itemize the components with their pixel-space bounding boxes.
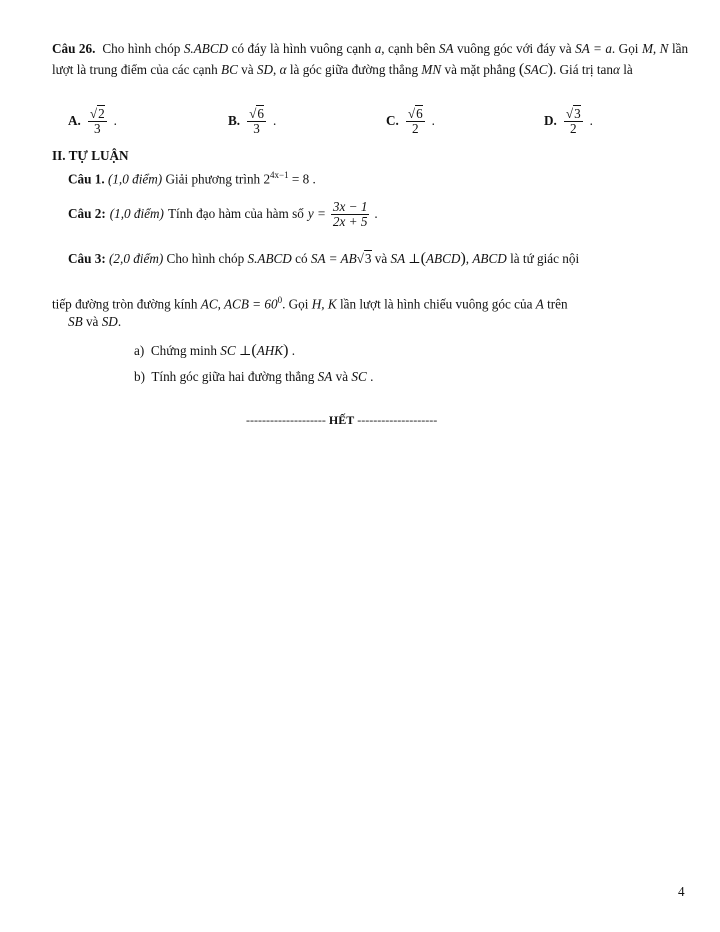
- text: lần lượt là trung điểm của các cạnh: [52, 41, 689, 77]
- text: và: [444, 62, 457, 77]
- question-3-line-2: [52, 287, 688, 317]
- points: (1,0 điểm): [109, 206, 164, 222]
- text: . Gọi: [282, 296, 309, 312]
- option-b: [228, 107, 276, 136]
- sqrt: √2: [89, 106, 105, 121]
- text: có: [295, 251, 308, 266]
- question-3-part-a: [134, 342, 295, 360]
- period: .: [113, 113, 117, 129]
- text: là góc giữa đường thẳng: [289, 62, 419, 77]
- numerator: [247, 107, 266, 122]
- text: , cạnh bên: [381, 41, 436, 56]
- question-label: Câu 3:: [68, 251, 106, 266]
- period: .: [272, 113, 277, 129]
- text: Tính đạo hàm của hàm số: [167, 206, 304, 222]
- page-number: 4: [678, 884, 685, 899]
- numerator: [564, 107, 583, 122]
- denominator: 2: [411, 120, 419, 136]
- text: lần lượt là hình chiếu vuông góc của: [339, 296, 533, 312]
- math: ABCD: [472, 251, 507, 266]
- math: a: [374, 41, 382, 56]
- degree: 0: [277, 295, 283, 305]
- math: SA = AB: [310, 251, 357, 266]
- text: và: [335, 369, 349, 384]
- paren: (: [251, 342, 257, 359]
- question-3-part-b: [134, 369, 373, 385]
- denominator: 3: [93, 120, 101, 136]
- math: M, N: [641, 41, 669, 56]
- math: SA = a: [575, 41, 612, 56]
- math: 2: [263, 171, 271, 187]
- question-label: Câu 1.: [68, 171, 105, 187]
- part-label: a): [134, 343, 145, 358]
- option-letter: D.: [544, 113, 557, 129]
- text: và: [374, 251, 388, 266]
- math: SA: [317, 369, 333, 384]
- text: tiếp đường tròn đường kính: [52, 296, 198, 312]
- question-3: [68, 246, 686, 272]
- question-1: [68, 170, 316, 187]
- math: = 8 .: [291, 171, 316, 187]
- math: AC, ACB = 60: [200, 296, 278, 312]
- math: α: [613, 62, 620, 77]
- text: . Giá trị: [552, 62, 594, 77]
- text: .: [370, 369, 374, 384]
- sqrt: √3: [565, 106, 581, 121]
- sqrt: √6: [407, 106, 423, 121]
- math: SD: [256, 62, 274, 77]
- text: vuông góc với đáy và: [457, 41, 572, 56]
- math: BC: [221, 62, 238, 77]
- denominator: 3: [253, 120, 260, 136]
- math: SD: [101, 314, 118, 329]
- text: và: [241, 62, 254, 77]
- period: .: [589, 113, 593, 129]
- paren: ): [547, 61, 553, 78]
- option-d: [544, 107, 593, 136]
- paren: ): [460, 250, 466, 267]
- paren: (: [518, 61, 525, 78]
- math: SA ⊥: [390, 251, 421, 266]
- text: Chứng minh: [150, 343, 217, 358]
- text: Tính góc giữa hai đường thẳng: [151, 369, 315, 384]
- text: ,: [273, 62, 277, 77]
- text: là tứ giác nội: [510, 251, 580, 266]
- section-heading: II. TỰ LUẬN: [52, 148, 129, 163]
- sqrt: √6: [249, 106, 264, 121]
- fraction: [331, 200, 370, 229]
- dash-line: --------------------: [357, 413, 438, 427]
- end-word: HẾT: [328, 413, 355, 427]
- text: Giải phương trình: [165, 171, 261, 187]
- numerator: [406, 107, 425, 122]
- math: H, K: [311, 296, 337, 312]
- question-26: [52, 38, 688, 80]
- math: MN: [421, 62, 442, 77]
- exponent: 4x−1: [270, 170, 289, 180]
- period: .: [431, 113, 435, 129]
- math: SC: [351, 369, 367, 384]
- radicand: 6: [257, 106, 264, 121]
- question-2: [68, 200, 378, 229]
- text: Cho hình chóp: [102, 41, 181, 56]
- question-3-line-3: [68, 314, 121, 330]
- math: S.ABCD: [247, 251, 292, 266]
- text: mặt phẳng: [460, 62, 516, 77]
- option-a: [68, 107, 117, 136]
- text: Cho hình chóp: [166, 251, 245, 266]
- fraction: [247, 107, 266, 136]
- denominator: 2x + 5: [332, 213, 368, 229]
- points: (1,0 điểm): [107, 171, 163, 187]
- option-letter: B.: [228, 113, 241, 129]
- math: AHK: [256, 343, 284, 358]
- text: trên: [547, 296, 568, 312]
- option-c: [386, 107, 435, 136]
- fraction: [406, 107, 425, 136]
- question-label: Câu 2:: [68, 206, 106, 222]
- text: . Gọi: [611, 41, 639, 56]
- radicand: 2: [98, 106, 105, 121]
- points: (2,0 điểm): [109, 251, 164, 266]
- question-26-label: Câu 26.: [52, 41, 96, 56]
- math: SC ⊥: [220, 343, 252, 358]
- math: SB: [68, 314, 83, 329]
- sqrt: √3: [356, 251, 372, 266]
- period: .: [374, 206, 378, 222]
- numerator: 3x − 1: [332, 199, 368, 214]
- paren: ): [283, 342, 289, 359]
- math: SAC: [524, 62, 548, 77]
- option-letter: C.: [386, 113, 399, 129]
- numerator: [88, 107, 107, 122]
- math: ABCD: [426, 251, 461, 266]
- radicand: 3: [574, 106, 581, 121]
- fraction: [88, 107, 107, 136]
- radicand: 3: [364, 251, 372, 266]
- text: .: [291, 343, 295, 358]
- text: là: [623, 62, 633, 77]
- math: α: [279, 62, 287, 77]
- dash-line: --------------------: [246, 413, 326, 427]
- math: S.ABCD: [183, 41, 229, 56]
- option-letter: A.: [68, 113, 81, 129]
- text: và: [85, 314, 99, 329]
- math: A: [535, 296, 544, 312]
- denominator: 2: [569, 120, 577, 136]
- radicand: 6: [416, 106, 423, 121]
- math: tan: [596, 62, 614, 77]
- part-label: b): [134, 369, 145, 384]
- end-marker: [246, 413, 437, 428]
- text: ,: [465, 251, 470, 266]
- paren: (: [420, 250, 426, 267]
- fraction: [564, 107, 583, 136]
- math: y =: [307, 206, 326, 222]
- math: SA: [438, 41, 454, 56]
- text: có đáy là hình vuông cạnh: [231, 41, 372, 56]
- text: .: [117, 314, 122, 329]
